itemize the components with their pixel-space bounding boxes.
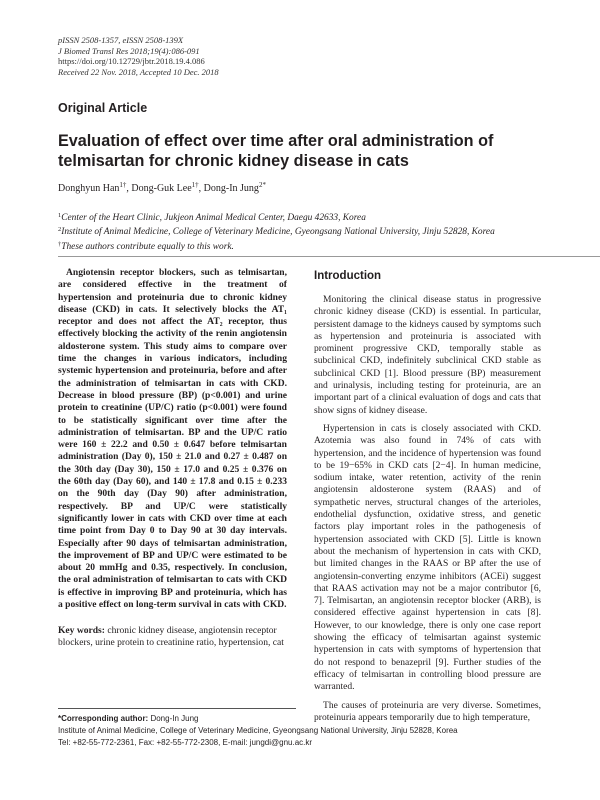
author-affiliation-mark: 1† xyxy=(119,181,127,189)
body-paragraph: Monitoring the clinical disease status in progressive chronic kidney disease (CKD) is essential. In particular, persistent damage to the kidneys caused by symptoms such as hypertension and proteinuria is associated with prominent progressive CKD, temporally stable as subclinical CKD, indefinitely subclinical CKD stable as subclinical CKD [1]. Blood pressure (BP) measurement and urinalysis, including testing for proteinuria, are an important part of a clinical evaluation of dogs and cats that show signs of kidney disease. xyxy=(314,294,541,416)
author-affiliation-mark: 1† xyxy=(191,181,199,189)
correspondence xyxy=(58,713,588,750)
correspondence-name: Dong-In Jung xyxy=(150,714,199,723)
introduction-heading: Introduction xyxy=(314,270,382,282)
correspondence-address: Institute of Animal Medicine, College of Veterinary Medicine, Gyeongsang National University, Jinju 52828, Korea xyxy=(58,726,458,736)
affiliation-text: Institute of Animal Medicine, College of Veterinary Medicine, Gyeongsang National University, Jinju 52828, Korea xyxy=(61,227,495,238)
section-divider xyxy=(58,256,600,257)
abstract: Angiotensin receptor blockers, such as telmisartan, are considered effective in the treatment of hypertension and proteinuria due to chronic kidney disease (CKD) in cats. It selectively blocks the AT₁ receptor and does not affect the AT₂ receptor, thus effectively blocking the activity of the renin angiotensin aldosterone system. This study aims to compare over time the changes in various indicators, including systemic hypertension and proteinuria, before and after the administration of telmisartan in cats with CKD. Decrease in blood pressure (BP) (p<0.001) and urine protein to creatinine (UP/C) ratio (p<0.001) were found to be statistically significant over time after the administration of telmisartan. BP and the UP/C ratio were 160 ± 22.2 and 0.50 ± 0.647 before telmisartan administration (Day 0), 150 ± 21.0 and 0.27 ± 0.487 on the 30th day (Day 30), 150 ± 17.0 and 0.25 ± 0.376 on the 60th day (Day 60), and 140 ± 17.8 and 0.15 ± 0.233 on the 90th day (Day 90) after administration, respectively. BP and UP/C were statistically significantly lower in cats with CKD over time at each time point from Day 0 to Day 90 at 30 day intervals. Especially after 90 days of telmisartan administration, the improvement of BP and UP/C were estimated to be about 20 mmHg and 0.35, respectively. In conclusion, the oral administration of telmisartan to cats with CKD is effective in improving BP and proteinuria, which has a positive effect on long-term survival in cats with CKD. xyxy=(58,267,287,611)
author-name: Dong-In Jung xyxy=(203,183,259,194)
correspondence-contact: Tel: +82-55-772-2361, Fax: +82-55-772-2308, E-mail: jungdi@gnu.ac.kr xyxy=(58,738,313,748)
affiliation-line xyxy=(58,224,578,238)
keywords-text: chronic kidney disease, angiotensin receptor blockers, urine protein to creatinine ratio, hypertension, cat xyxy=(58,625,284,649)
issn: pISSN 2508-1357, eISSN 2508-139X xyxy=(58,35,184,45)
body-paragraph: The causes of proteinuria are very diverse. Sometimes, proteinuria appears temporarily due to high temperature, xyxy=(314,699,541,723)
correspondence-line xyxy=(58,713,588,725)
author-name: Donghyun Han xyxy=(58,183,120,194)
affiliation-line xyxy=(58,239,578,253)
author-affiliation-mark: 2* xyxy=(258,181,266,189)
correspondence-label: *Corresponding author: xyxy=(58,714,149,723)
introduction-body xyxy=(314,294,541,730)
received-dates: Received 22 Nov. 2018, Accepted 10 Dec. 2018 xyxy=(58,66,219,77)
affiliation-line xyxy=(58,210,578,224)
affiliation-text: These authors contribute equally to this work. xyxy=(61,241,234,252)
affiliation-mark: † xyxy=(58,240,62,248)
footnote-divider xyxy=(58,708,296,709)
affiliation-mark: 2 xyxy=(58,226,62,234)
affiliation-mark: 1 xyxy=(58,212,62,219)
article-type: Original Article xyxy=(58,101,148,115)
author-name: Dong-Guk Lee xyxy=(131,183,192,194)
keywords-label: Key words: xyxy=(58,625,105,636)
journal-citation: J Biomed Transl Res 2018;19(4):086-091 xyxy=(58,45,200,56)
body-paragraph: Hypertension in cats is closely associated with CKD. Azotemia was also found in 74% of cats with hypertension, and the incidence of hypertension was found to be 19−65% in CKD cats [2−4]. In human medicine, sodium intake, water retention, activity of the renin angiotensin aldosterone system (RAAS) and of sympathetic nerves, structural changes of the arterioles, endothelial dysfunction, oxidative stress, and genetic factors play important roles in the pathogenesis of hypertension associated with CKD [5]. Little is known about the mechanism of hypertension in cats with CKD, but limited changes in the RAAS or BP after the use of angiotensin-converting enzyme inhibitors (ACEi) suggest that RAAS activation may not be a major contributor [6, 7]. Telmisartan, an angiotensin receptor blocker (ARB), is considered effective against hypertension in cats [8]. However, to our knowledge, there is only one case report showing the efficacy of telmisartan against systemic hypertension in cats with symptoms of hypertension that do not respond to benazepril [9]. Further studies of the efficacy of telmisartan in controlling blood pressure are warranted. xyxy=(314,422,541,693)
affiliations xyxy=(58,210,578,253)
doi-link[interactable]: https://doi.org/10.12729/jbtr.2018.19.4.086 xyxy=(58,56,205,67)
article-title: Evaluation of effect over time after oral administration of telmisartan for chronic kidney disease in cats xyxy=(58,132,494,170)
author-list: Donghyun Han$^{1\dagger}$, Dong-Guk Lee$^{1\dagger}$, Dong-In Jung$^{2*}$ xyxy=(58,181,266,194)
keywords xyxy=(58,625,288,650)
affiliation-text: Center of the Heart Clinic, Jukjeon Animal Medical Center, Daegu 42633, Korea xyxy=(61,213,366,223)
journal-meta xyxy=(58,35,358,77)
